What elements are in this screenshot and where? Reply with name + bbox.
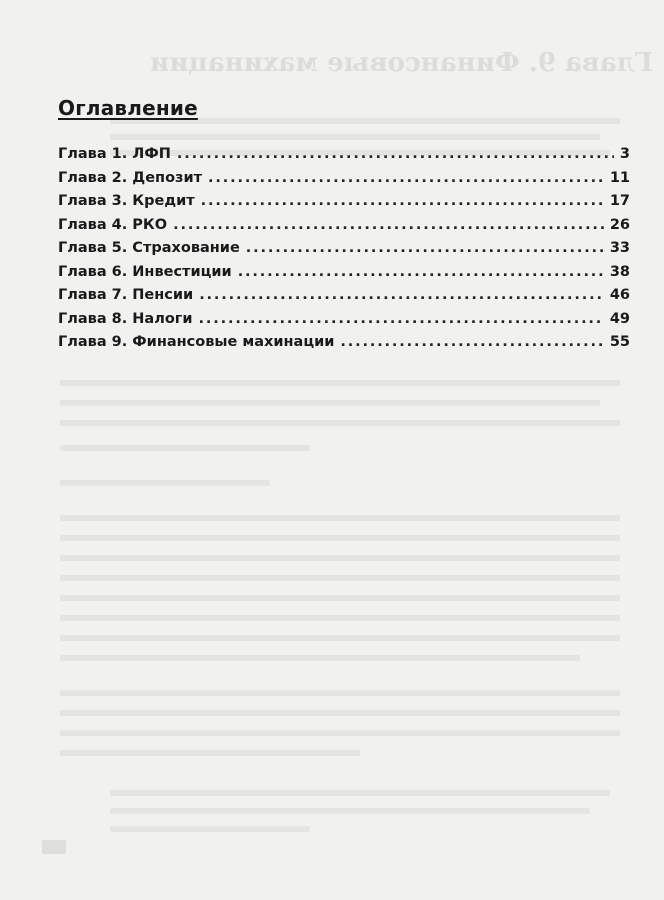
toc-entry-label: Глава 1. ЛФП: [58, 146, 171, 162]
bleed-through-page-number: [42, 840, 66, 854]
toc-entry-chapter-5: [58, 240, 630, 264]
toc-entry-label: Глава 5. Страхование: [58, 240, 240, 256]
toc-entry-label: Глава 8. Налоги: [58, 310, 193, 327]
toc-dot-leader: [177, 146, 614, 162]
toc-entry-page-number: 55: [609, 334, 630, 350]
toc-entry-chapter-3: [58, 193, 630, 217]
toc-entry-label: Глава 4. РКО: [58, 216, 168, 233]
toc-entry-chapter-1: [58, 146, 630, 170]
bleed-through-line: [60, 555, 620, 561]
toc-dot-leader: [340, 334, 603, 350]
bleed-through-line: [60, 615, 620, 621]
toc-list: [58, 146, 630, 358]
bleed-through-line: [60, 595, 620, 601]
toc-entry-page-number: 46: [609, 287, 630, 303]
toc-dot-leader: [238, 264, 604, 280]
toc-entry-chapter-4: [58, 217, 630, 241]
bleed-through-line: [60, 575, 620, 581]
bleed-through-line: [60, 380, 620, 386]
toc-entry-label: Глава 3. Кредит: [58, 193, 195, 209]
bleed-through-line: [110, 808, 590, 814]
bleed-through-line: [60, 750, 360, 756]
toc-entry-chapter-6: [58, 264, 630, 288]
toc-entry-page-number: 33: [609, 240, 630, 256]
toc-entry-page-number: 17: [609, 193, 630, 209]
toc-entry-page-number: 26: [609, 216, 630, 233]
bleed-through-line: [60, 655, 580, 661]
toc-entry-page-number: 3: [619, 146, 630, 162]
toc-dot-leader: [173, 217, 604, 233]
toc-entry-chapter-7: [58, 287, 630, 311]
bleed-through-line: [110, 790, 610, 796]
bleed-through-heading: Глава 9. Финансовые махинации: [150, 48, 653, 78]
toc-dot-leader: [208, 170, 604, 186]
toc-dot-leader: [246, 240, 604, 256]
toc-entry-chapter-9: [58, 334, 630, 358]
toc-entry-label: Глава 7. Пенсии: [58, 287, 194, 303]
toc-entry-label: Глава 2. Депозит: [58, 169, 203, 186]
bleed-through-line: [60, 535, 620, 541]
toc-dot-leader: [199, 311, 604, 327]
bleed-through-line: [60, 515, 620, 521]
table-of-contents: [58, 96, 630, 358]
bleed-through-line: [60, 400, 600, 406]
bleed-through-line: [60, 730, 620, 736]
bleed-through-line: [60, 480, 270, 486]
toc-entry-label: Глава 9. Финансовые махинации: [58, 334, 335, 350]
toc-entry-label: Глава 6. Инвестиции: [58, 263, 232, 280]
toc-title: Оглавление: [58, 96, 198, 120]
toc-dot-leader: [201, 193, 604, 209]
toc-entry-page-number: 11: [609, 169, 630, 186]
toc-dot-leader: [199, 287, 604, 303]
bleed-through-line: [60, 635, 620, 641]
toc-entry-page-number: 49: [609, 310, 630, 327]
bleed-through-line: [60, 420, 620, 426]
bleed-through-line: [110, 826, 310, 832]
toc-entry-chapter-8: [58, 311, 630, 335]
toc-entry-page-number: 38: [609, 263, 630, 280]
bleed-through-line: [60, 710, 620, 716]
toc-entry-chapter-2: [58, 170, 630, 194]
bleed-through-line: [60, 445, 310, 451]
bleed-through-line: [60, 690, 620, 696]
